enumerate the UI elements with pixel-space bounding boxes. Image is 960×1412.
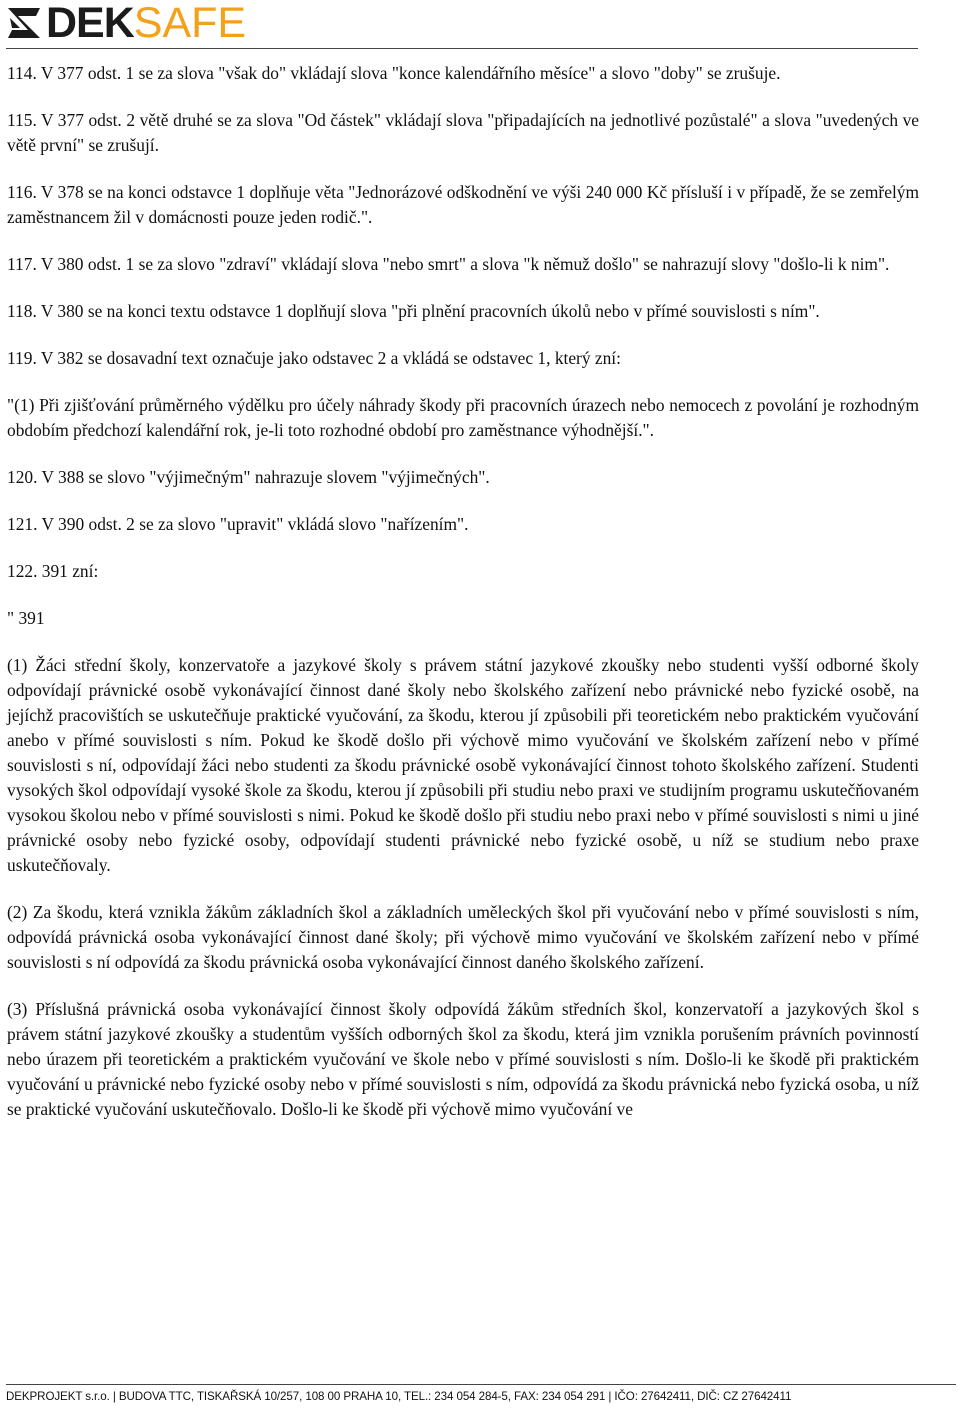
paragraph-119: 119. V 382 se dosavadní text označuje jako odstavec 2 a vkládá se odstavec 1, který zní:	[7, 348, 621, 368]
paragraph-116: 116. V 378 se na konci odstavce 1 doplňuje věta "Jednorázové odškodnění ve výši 240 000 Kč přísluší i v případě, že se zemřelým zaměstnancem žil v domácnosti pouze jeden rodič.".	[7, 182, 919, 227]
paragraph-quote-1: "(1) Při zjišťování průměrného výdělku pro účely náhrady škody při pracovních úrazech nebo nemocech z povolání je rozhodným obdobím předchozí kalendářní rok, je-li toto rozhodné období pro zaměstnance výhodnější.".	[7, 395, 919, 440]
section-391-paragraph-1: (1) Žáci střední školy, konzervatoře a jazykové školy s právem státní jazykové zkoušky nebo studenti vyšší odborné školy odpovídají právnické osobě vykonávající činnost dané školy nebo školského zařízení nebo právnické nebo fyzické osobě, na jejíchž pracovištích se uskutečňuje praktické vyučování, za škodu, kterou jí způsobili při teoretickém nebo praktickém vyučování anebo v přímé souvislosti s ním. Pokud ke škodě došlo při výchově mimo vyučování ve školském zařízení nebo v přímé souvislosti s ní, odpovídají žáci nebo studenti za škodu právnické osobě vykonávající činnost tohoto školského zařízení. Studenti vysokých škol odpovídají vysoké škole za škodu, kterou jí způsobili při studiu nebo praxi ve studijním programu uskutečňovaném vysokou školou nebo v přímé souvislosti s nimi. Pokud ke škodě došlo při studiu nebo praxi nebo v přímé souvislosti s nimi u jiné právnické osoby nebo fyzické osoby, odpovídají studenti právnické nebo fyzické osobě, u níž se studium nebo praxe uskutečňovaly.	[7, 655, 919, 875]
section-391-paragraph-3: (3) Příslušná právnická osoba vykonávající činnost školy odpovídá žákům středních škol, konzervatoří a jazykových škol s právem státní jazykové zkoušky a studentům vyšších odborných škol za škodu, která jim vznikla porušením právních povinností nebo úrazem při teoretickém a praktickém vyučování ve škole nebo v přímé souvislosti s ním. Došlo-li ke škodě při praktickém vyučování u právnické nebo fyzické osoby nebo v přímé souvislosti s ním, odpovídá za škodu právnická nebo fyzická osoba, u níž se praktické vyučování uskutečňovalo. Došlo-li ke škodě při výchově mimo vyučování ve	[7, 999, 919, 1119]
logo-safe-text: SAFE	[133, 0, 247, 47]
section-391-heading: " 391	[7, 608, 45, 628]
dek-safe-logo	[6, 0, 247, 47]
footer-company-info: DEKPROJEKT s.r.o. | BUDOVA TTC, TISKAŘSKÁ 10/257, 108 00 PRAHA 10, TEL.: 234 054 284-5, FAX: 234 054 291 | IČO: 27642411, DIČ: CZ 27642411	[6, 1390, 792, 1403]
paragraph-117: 117. V 380 odst. 1 se za slovo "zdraví" vkládají slova "nebo smrt" a slova "k němuž došlo" se nahrazují slovy "došlo-li k nim".	[7, 254, 890, 274]
page-header	[0, 0, 960, 52]
document-body	[7, 61, 919, 1144]
paragraph-120: 120. V 388 se slovo "výjimečným" nahrazuje slovem "výjimečných".	[7, 467, 490, 487]
paragraph-114: 114. V 377 odst. 1 se za slova "však do" vkládají slova "konce kalendářního měsíce" a slovo "doby" se zrušuje.	[7, 63, 781, 83]
header-divider	[6, 48, 918, 49]
paragraph-121: 121. V 390 odst. 2 se za slovo "upravit" vkládá slovo "nařízením".	[7, 514, 469, 534]
footer-divider	[6, 1384, 956, 1385]
logo-dek-text: DEK	[46, 0, 134, 47]
paragraph-118: 118. V 380 se na konci textu odstavce 1 doplňují slova "při plnění pracovních úkolů nebo v přímé souvislosti s ním".	[7, 301, 820, 321]
section-391-paragraph-2: (2) Za škodu, která vznikla žákům základních škol a základních uměleckých škol při vyučování nebo v přímé souvislosti s ním, odpovídá právnická osoba vykonávající činnost dané školy; při výchově mimo vyučování ve školském zařízení nebo v přímé souvislosti s ní odpovídá za škodu právnická osoba vykonávající činnost daného školského zařízení.	[7, 902, 919, 972]
paragraph-122: 122. 391 zní:	[7, 561, 99, 581]
page-footer	[6, 1384, 956, 1403]
dek-logo-icon	[6, 4, 42, 42]
paragraph-115: 115. V 377 odst. 2 větě druhé se za slova "Od částek" vkládají slova "připadajících na jednotlivé pozůstalé" a slova "uvedených ve větě první" se zrušují.	[7, 110, 919, 155]
